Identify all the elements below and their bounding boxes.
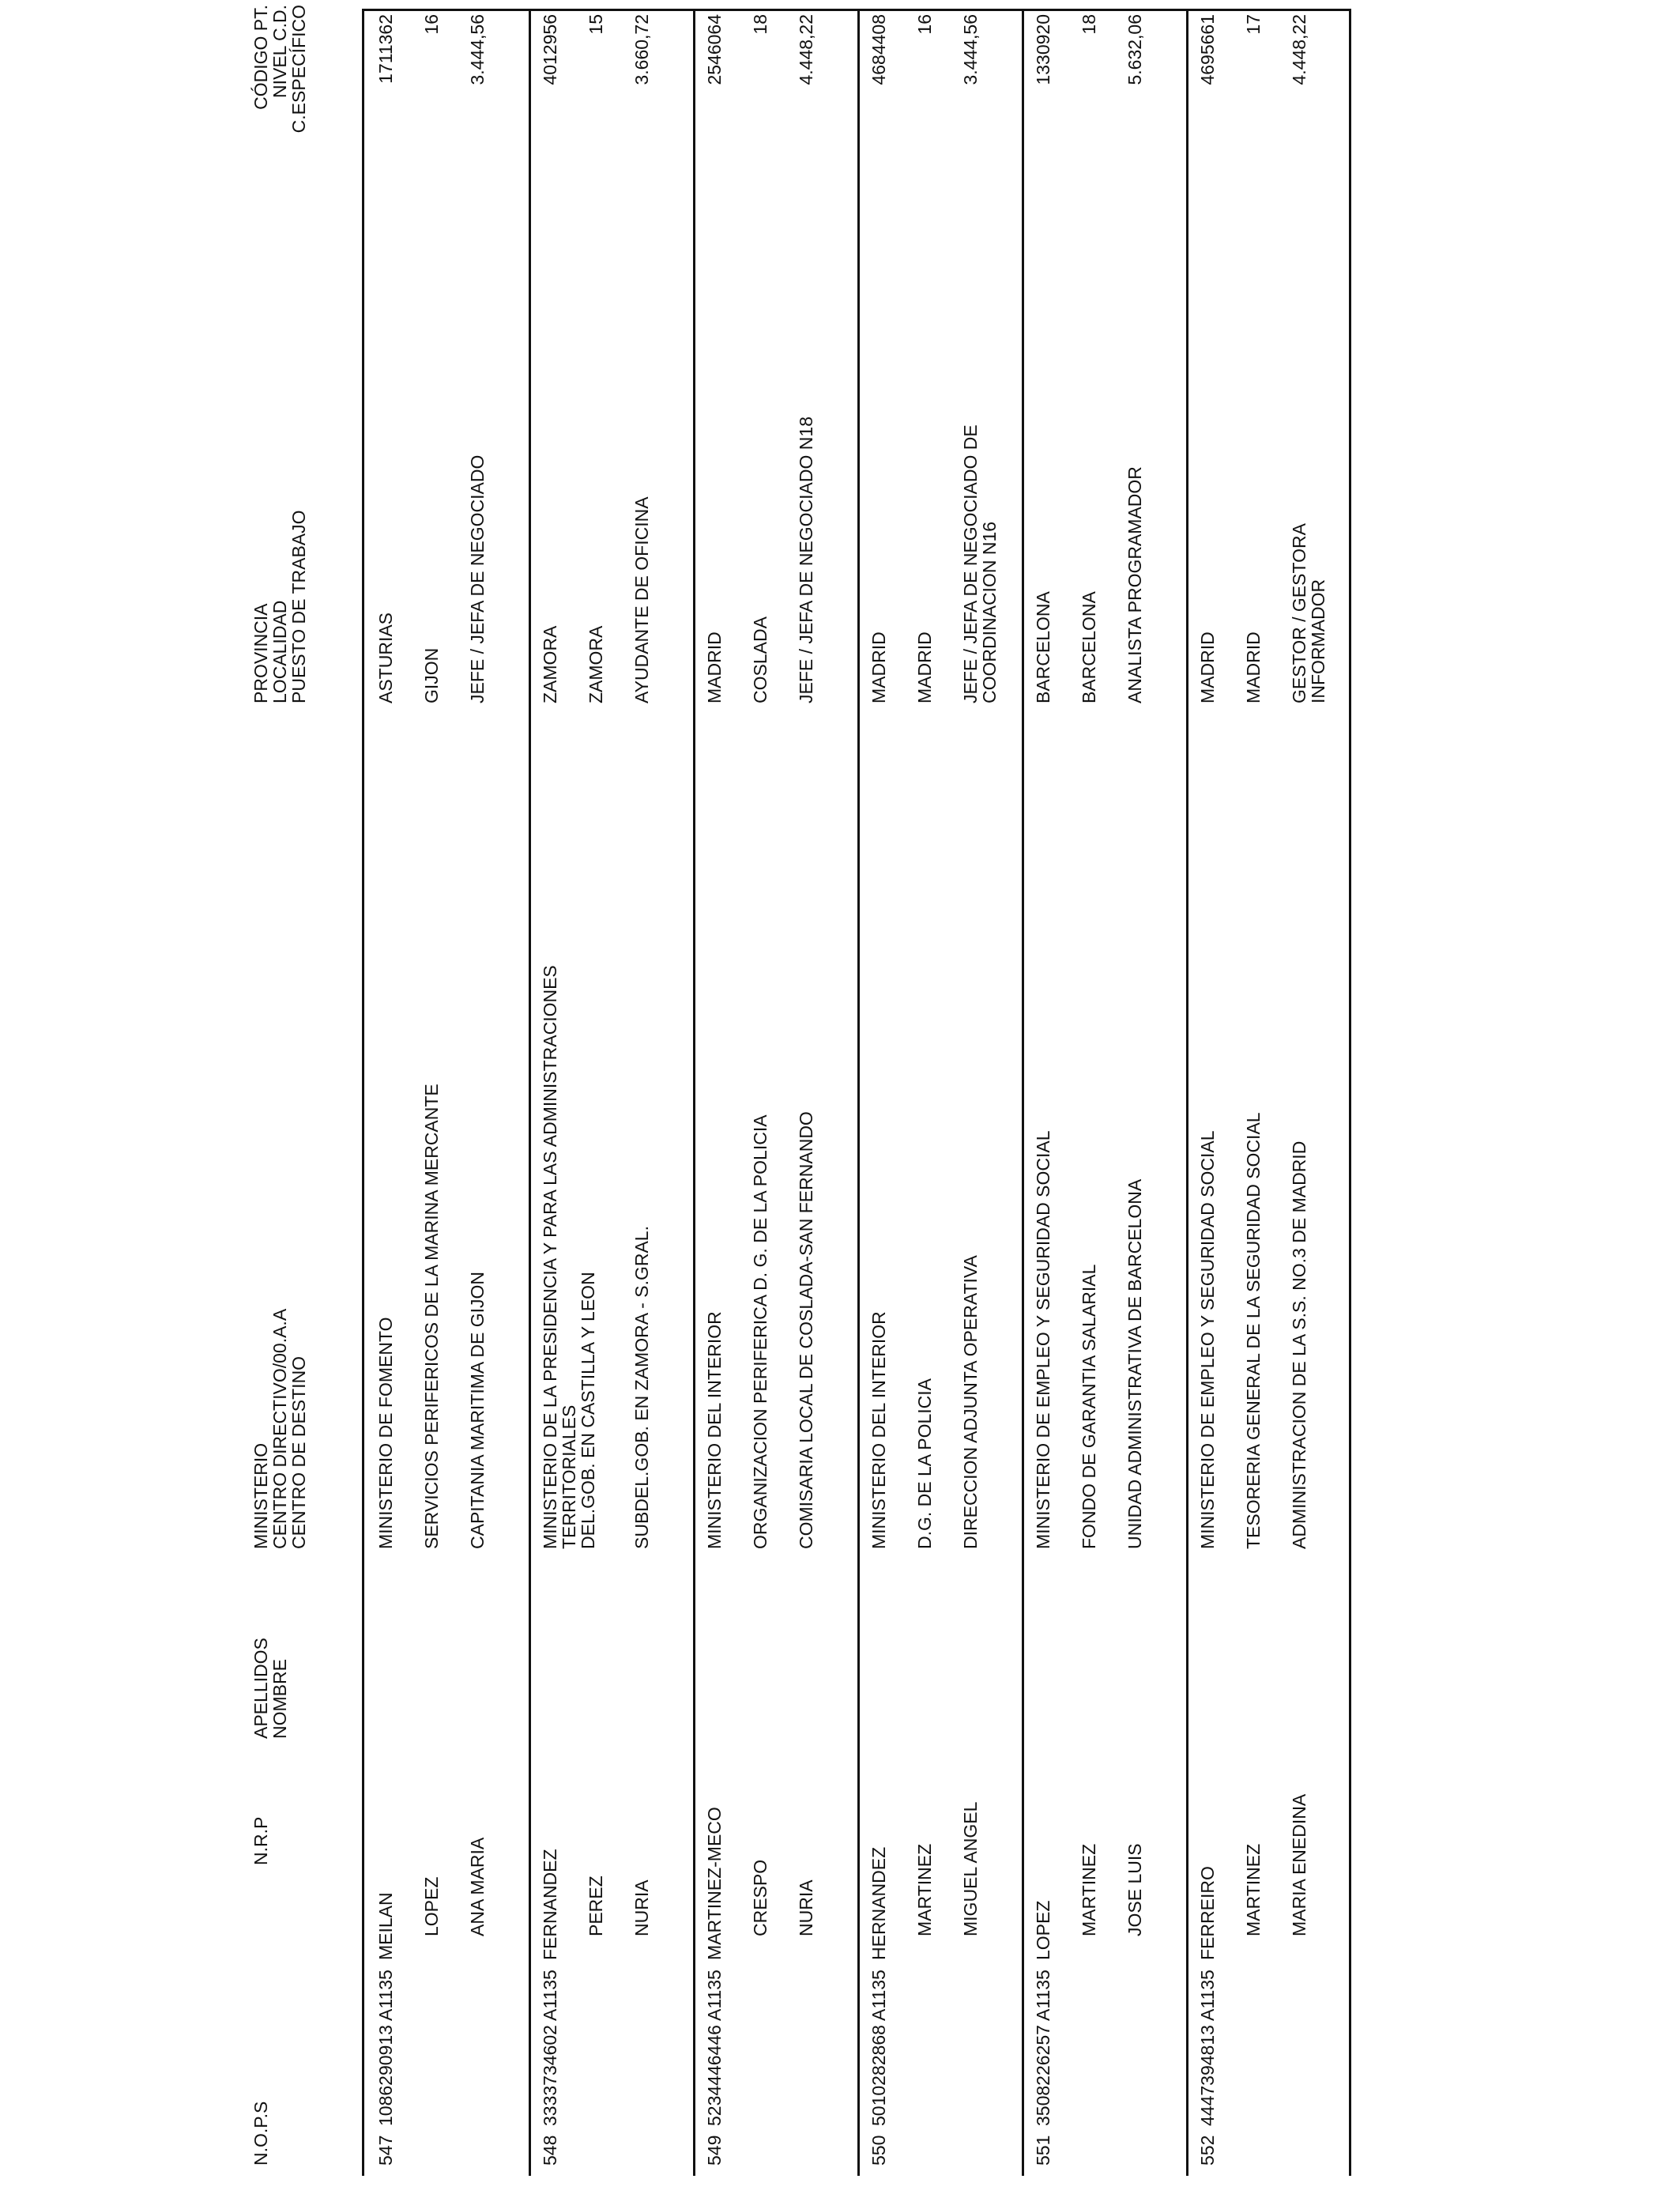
ministerio-value: MINISTERIO DE LA PRESIDENCIA Y PARA LAS ADMINISTRACIONES [540, 965, 560, 1549]
ministerio-value: MINISTERIO DE EMPLEO Y SEGURIDAD SOCIAL [1197, 1130, 1218, 1549]
centro-directivo-value: DEL.GOB. EN CASTILLA Y LEON [578, 1272, 598, 1549]
apellido2-value: MARTINEZ [1243, 1843, 1264, 1936]
puesto-cont-value: COORDINACION N16 [979, 521, 1000, 703]
apellido2-value: PEREZ [586, 1875, 606, 1936]
especifico-value: 4.448,22 [796, 14, 816, 85]
nivel-value: 18 [1079, 14, 1099, 35]
nombre-value: NURIA [796, 1879, 816, 1936]
apellido1-value: LOPEZ [1033, 1900, 1053, 1960]
nrp-value: 3333734602 A1135 [540, 1970, 560, 2126]
centro-directivo-value: ORGANIZACION PERIFERICA D. G. DE LA POLICIA [750, 1114, 770, 1549]
apellido1-value: MEILAN [375, 1892, 396, 1960]
puesto-value: JEFE / JEFA DE NEGOCIADO DE [960, 424, 981, 703]
nivel-value: 18 [750, 14, 770, 35]
header-names [251, 1638, 289, 1739]
centro-destino-value: CAPITANIA MARITIMA DE GIJON [467, 1271, 488, 1549]
header-nivel-label: NIVEL C.D. [269, 5, 290, 99]
nombre-value: MIGUEL ANGEL [960, 1801, 981, 1936]
apellido1-value: MARTINEZ-MECO [704, 1807, 725, 1960]
nombre-value: NURIA [631, 1879, 652, 1936]
header-puesto-label: PUESTO DE TRABAJO [288, 510, 309, 703]
codigo-value: 4012956 [540, 14, 560, 85]
nops-value: 548 [540, 2135, 560, 2166]
especifico-value: 3.444,56 [960, 14, 981, 85]
ministerio-value: MINISTERIO DE EMPLEO Y SEGURIDAD SOCIAL [1033, 1130, 1053, 1549]
localidad-value: GIJON [421, 647, 442, 703]
header-nops-label: N.O.P.S [250, 2101, 271, 2166]
centro-directivo-value: D.G. DE LA POLICIA [914, 1378, 935, 1549]
codigo-value: 4684408 [868, 14, 889, 85]
nivel-value: 17 [1243, 14, 1264, 35]
provincia-value: MADRID [704, 631, 725, 703]
apellido1-value: FERREIRO [1197, 1866, 1218, 1960]
header-nops [251, 2102, 270, 2166]
nops-value: 547 [375, 2135, 396, 2166]
puesto-value: JEFE / JEFA DE NEGOCIADO [467, 454, 488, 703]
ministerio-value: MINISTERIO DE FOMENTO [375, 1317, 396, 1549]
header-centro-directivo-label: CENTRO DIRECTIVO/00.A.A [269, 1308, 290, 1549]
provincia-value: ZAMORA [540, 625, 560, 703]
header-location [251, 510, 308, 703]
centro-destino-value: DIRECCION ADJUNTA OPERATIVA [960, 1255, 981, 1549]
apellido2-value: MARTINEZ [914, 1843, 935, 1936]
provincia-value: MADRID [1197, 631, 1218, 703]
nombre-value: JOSE LUIS [1124, 1843, 1145, 1936]
codigo-value: 1330920 [1033, 14, 1053, 85]
header-provincia-label: PROVINCIA [250, 603, 271, 703]
nivel-value: 16 [421, 14, 442, 35]
puesto-value: AYUDANTE DE OFICINA [631, 496, 652, 703]
nrp-value: 1086290913 A1135 [375, 1970, 396, 2126]
puesto-value: JEFE / JEFA DE NEGOCIADO N18 [796, 417, 816, 703]
nops-value: 551 [1033, 2135, 1053, 2166]
puesto-value: ANALISTA PROGRAMADOR [1124, 466, 1145, 703]
nivel-value: 16 [914, 14, 935, 35]
nrp-value: 3508226257 A1135 [1033, 1970, 1053, 2126]
especifico-value: 3.660,72 [631, 14, 652, 85]
row-separator [857, 9, 860, 2176]
row-separator [1022, 9, 1024, 2176]
header-nombre-label: NOMBRE [269, 1659, 290, 1739]
localidad-value: MADRID [1243, 631, 1264, 703]
nrp-value: 4447394813 A1135 [1197, 1970, 1218, 2126]
nivel-value: 15 [586, 14, 606, 35]
centro-directivo-value: SERVICIOS PERIFERICOS DE LA MARINA MERCANTE [421, 1084, 442, 1549]
provincia-value: ASTURIAS [375, 612, 396, 703]
apellido2-value: CRESPO [750, 1859, 770, 1936]
localidad-value: MADRID [914, 631, 935, 703]
codigo-value: 2546064 [704, 14, 725, 85]
ministerio-value: MINISTERIO DEL INTERIOR [704, 1311, 725, 1549]
centro-destino-value: SUBDEL.GOB. EN ZAMORA - S.GRAL. [631, 1226, 652, 1549]
header-codigo-label: CÓDIGO PT. [250, 5, 271, 110]
ministerio-value: MINISTERIO DEL INTERIOR [868, 1311, 889, 1549]
apellido1-value: HERNANDEZ [868, 1846, 889, 1960]
localidad-value: ZAMORA [586, 625, 606, 703]
nombre-value: ANA MARIA [467, 1837, 488, 1936]
nombre-value: MARIA ENEDINA [1289, 1793, 1309, 1936]
especifico-value: 4.448,22 [1289, 14, 1309, 85]
apellido1-value: FERNANDEZ [540, 1849, 560, 1960]
codigo-value: 4695661 [1197, 14, 1218, 85]
header-centro-destino-label: CENTRO DE DESTINO [288, 1355, 309, 1549]
header-codes [251, 5, 308, 155]
puesto-cont-value: INFORMADOR [1308, 579, 1328, 703]
header-org [251, 1309, 308, 1549]
nrp-value: 5234446446 A1135 [704, 1970, 725, 2126]
header-nrp-label: N.R.P [250, 1816, 271, 1865]
especifico-value: 5.632,06 [1124, 14, 1145, 85]
nops-value: 549 [704, 2135, 725, 2166]
header-ministerio-label: MINISTERIO [250, 1442, 271, 1549]
centro-destino-value: UNIDAD ADMINISTRATIVA DE BARCELONA [1124, 1178, 1145, 1549]
centro-directivo-value: TESORERIA GENERAL DE LA SEGURIDAD SOCIAL [1243, 1112, 1264, 1549]
centro-directivo-value: FONDO DE GARANTIA SALARIAL [1079, 1264, 1099, 1549]
header-nrp [251, 1817, 270, 1865]
apellido2-value: MARTINEZ [1079, 1843, 1099, 1936]
puesto-value: GESTOR / GESTORA [1289, 523, 1309, 703]
centro-destino-value: COMISARIA LOCAL DE COSLADA-SAN FERNANDO [796, 1111, 816, 1549]
table-frame [362, 9, 1351, 2176]
codigo-value: 1711362 [375, 14, 396, 84]
row-separator [1186, 9, 1188, 2176]
header-apellidos-label: APELLIDOS [250, 1638, 271, 1739]
header-especifico-label: C.ESPECÍFICO [288, 5, 309, 134]
nops-value: 552 [1197, 2135, 1218, 2166]
localidad-value: BARCELONA [1079, 591, 1099, 703]
header-localidad-label: LOCALIDAD [269, 600, 290, 703]
ministerio-cont-value: TERRITORIALES [559, 1404, 579, 1549]
centro-destino-value: ADMINISTRACION DE LA S.S. NO.3 DE MADRID [1289, 1140, 1309, 1549]
provincia-value: MADRID [868, 631, 889, 703]
provincia-value: BARCELONA [1033, 591, 1053, 703]
localidad-value: COSLADA [750, 616, 770, 703]
nrp-value: 5010282868 A1135 [868, 1970, 889, 2126]
row-separator [529, 9, 531, 2176]
row-separator [693, 9, 695, 2176]
especifico-value: 3.444,56 [467, 14, 488, 85]
nops-value: 550 [868, 2135, 889, 2166]
apellido2-value: LOPEZ [421, 1876, 442, 1936]
